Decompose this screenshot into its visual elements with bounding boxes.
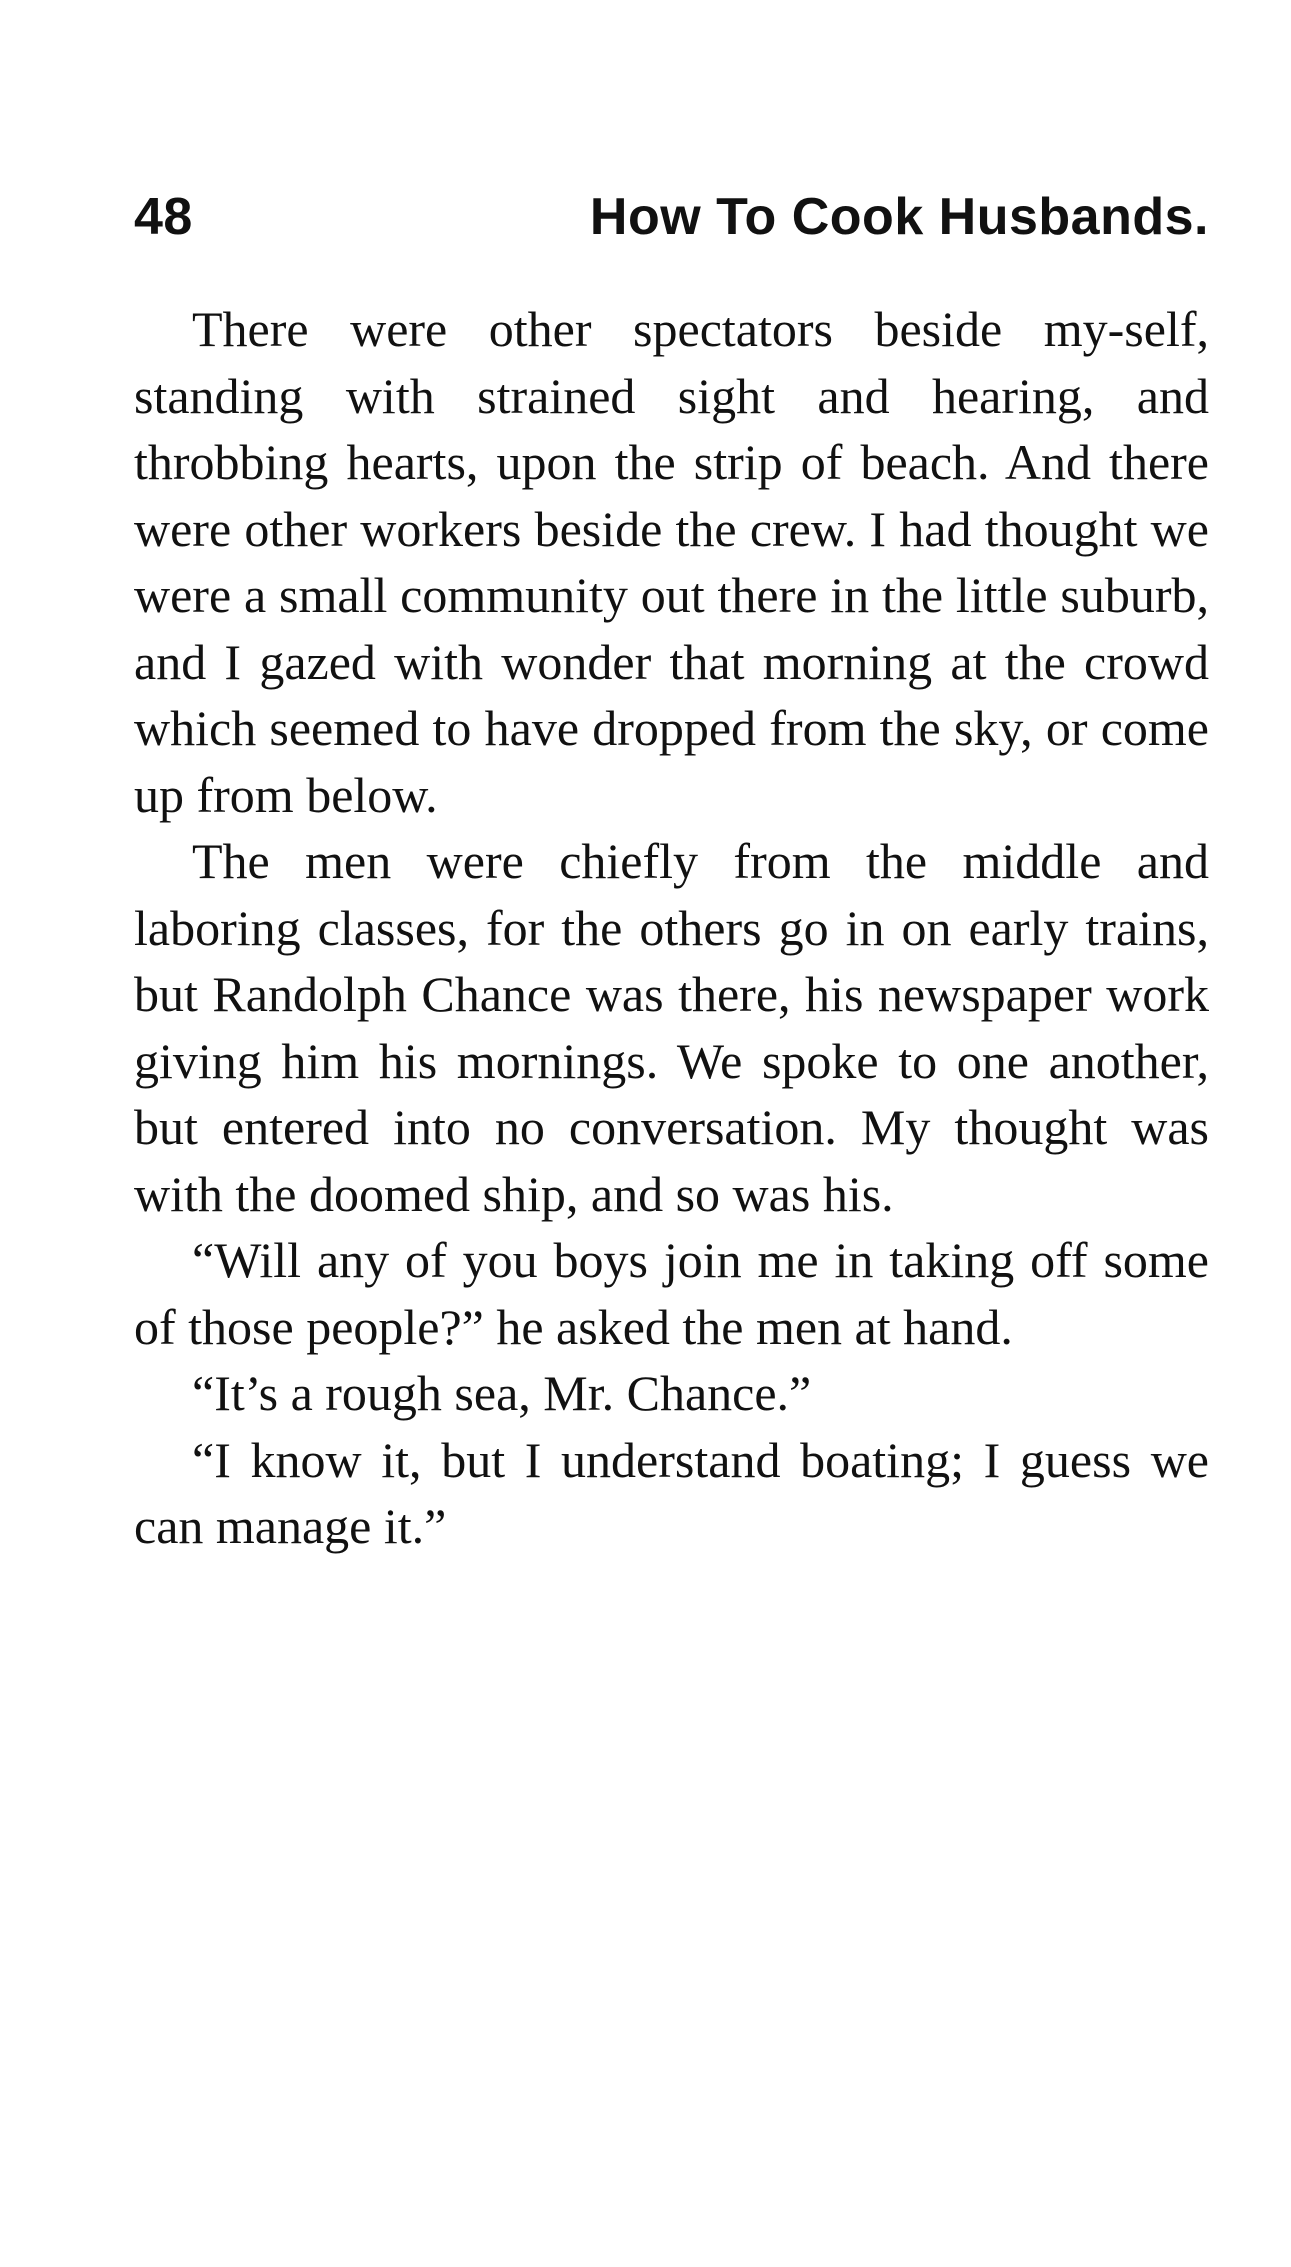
paragraph-1: There were other spectators beside my-self, standing with strained sight and hearing, and throbbing hearts, upon the strip of beach. And there were other workers beside the crew. I had thought we were a small community out there in the little suburb, and I gazed with wonder that morning at the crowd which seemed to have dropped from the sky, or come up from below. <box>134 301 1209 823</box>
running-header <box>134 182 1209 252</box>
paragraph-5: “I know it, but I understand boating; I guess we can manage it.” <box>134 1431 1209 1554</box>
paragraph-4: “It’s a rough sea, Mr. Chance.” <box>192 1365 812 1421</box>
page-number: 48 <box>134 188 193 246</box>
body-text <box>134 296 1209 1560</box>
paragraph-2: The men were chiefly from the middle and laboring classes, for the others go in on early trains, but Randolph Chance was there, his newspaper work giving him his mornings. We spoke to one another, but entered into no conversation. My thought was with the doomed ship, and so was his. <box>134 833 1209 1222</box>
paragraph-3: “Will any of you boys join me in taking off some of those people?” he asked the men at hand. <box>134 1232 1209 1355</box>
book-title: How To Cook Husbands. <box>589 188 1209 246</box>
